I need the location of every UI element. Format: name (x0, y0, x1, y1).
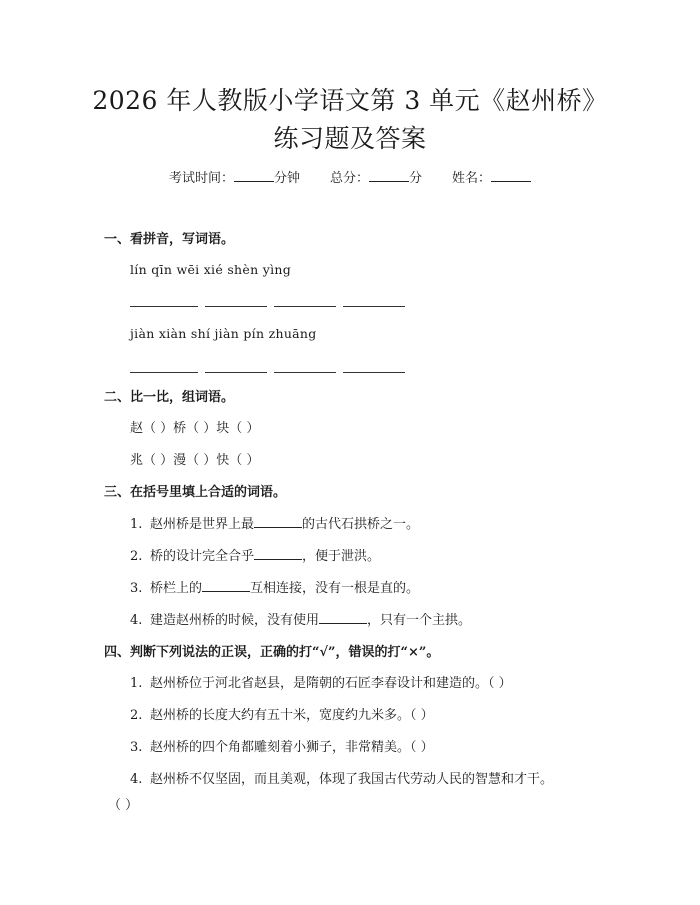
section-heading-2: 二、比一比，组词语。 (104, 390, 235, 405)
pinyin-row-2: jiàn xiàn shí jiàn pín zhuāng (130, 326, 317, 341)
item-text: 赵州桥的长度大约有五十米，宽度约九米多。（ ） (150, 708, 434, 723)
answer-blanks-row-2 (130, 362, 410, 374)
answer-blank[interactable] (274, 362, 336, 373)
answer-blanks-row-1 (130, 296, 410, 308)
item-number: 1. (130, 676, 143, 691)
fill-item-4 (130, 610, 471, 631)
item-number: 2. (130, 708, 143, 723)
item-number: 3. (130, 740, 143, 755)
section-heading-1: 一、看拼音，写词语。 (104, 232, 235, 247)
page-title: 2026 年人教版小学语文第 3 单元《赵州桥》 (92, 86, 608, 115)
section-heading-4: 四、判断下列说法的正误，正确的打“√”，错误的打“×”。 (104, 645, 440, 660)
time-unit: 分钟 (273, 171, 300, 186)
score-unit: 分 (409, 171, 423, 186)
item-text: 桥栏上的 (150, 581, 203, 596)
answer-blank[interactable] (343, 296, 405, 307)
item-text: 的古代石拱桥之一。 (302, 517, 420, 532)
fill-item-1 (130, 514, 419, 535)
page-subtitle: 练习题及答案 (273, 124, 427, 153)
item-number: 1. (130, 517, 143, 532)
fill-blank[interactable] (254, 514, 302, 528)
answer-blank[interactable] (343, 362, 405, 373)
answer-blank[interactable] (274, 296, 336, 307)
judge-item-2 (130, 706, 434, 726)
time-label: 考试时间： (168, 171, 234, 186)
item-number: 4. (130, 772, 143, 787)
pinyin-row-1: lín qīn wēi xié shèn yìng (130, 262, 292, 277)
fill-blank[interactable] (254, 546, 302, 560)
fill-blank[interactable] (202, 578, 250, 592)
item-text: ，便于泄洪。 (302, 549, 381, 564)
answer-blank[interactable] (205, 296, 267, 307)
compare-row-2: 兆（ ）漫（ ）快（ ） (130, 453, 260, 468)
section-heading-3: 三、在括号里填上合适的词语。 (104, 485, 287, 500)
item-number: 4. (130, 613, 143, 628)
answer-blank[interactable] (130, 296, 198, 307)
judge-item-4-continuation: （ ） (108, 798, 139, 813)
score-label: 总分： (329, 171, 369, 186)
item-text: 赵州桥不仅坚固，而且美观，体现了我国古代劳动人民的智慧和才干。 (150, 772, 554, 787)
judge-item-3 (130, 738, 434, 758)
score-blank[interactable] (369, 168, 409, 182)
answer-blank[interactable] (130, 362, 198, 373)
item-text: 桥的设计完全合乎 (150, 549, 255, 564)
item-number: 2. (130, 549, 143, 564)
answer-blank[interactable] (205, 362, 267, 373)
time-blank[interactable] (234, 168, 274, 182)
name-blank[interactable] (491, 168, 531, 182)
exam-info (0, 168, 700, 189)
item-text: 互相连接，没有一根是直的。 (250, 581, 420, 596)
compare-row-1: 赵（ ）桥（ ）块（ ） (130, 421, 260, 436)
fill-item-3 (130, 578, 419, 599)
judge-item-4 (130, 770, 553, 790)
item-text: ，只有一个主拱。 (367, 613, 472, 628)
name-label: 姓名： (452, 171, 492, 186)
fill-item-2 (130, 546, 380, 567)
item-text: 赵州桥是世界上最 (150, 517, 255, 532)
item-text: 赵州桥的四个角都雕刻着小狮子，非常精美。（ ） (150, 740, 434, 755)
fill-blank[interactable] (319, 610, 367, 624)
item-number: 3. (130, 581, 143, 596)
item-text: 建造赵州桥的时候，没有使用 (150, 613, 320, 628)
judge-item-1 (130, 674, 512, 694)
item-text: 赵州桥位于河北省赵县，是隋朝的石匠李春设计和建造的。（ ） (150, 676, 512, 691)
